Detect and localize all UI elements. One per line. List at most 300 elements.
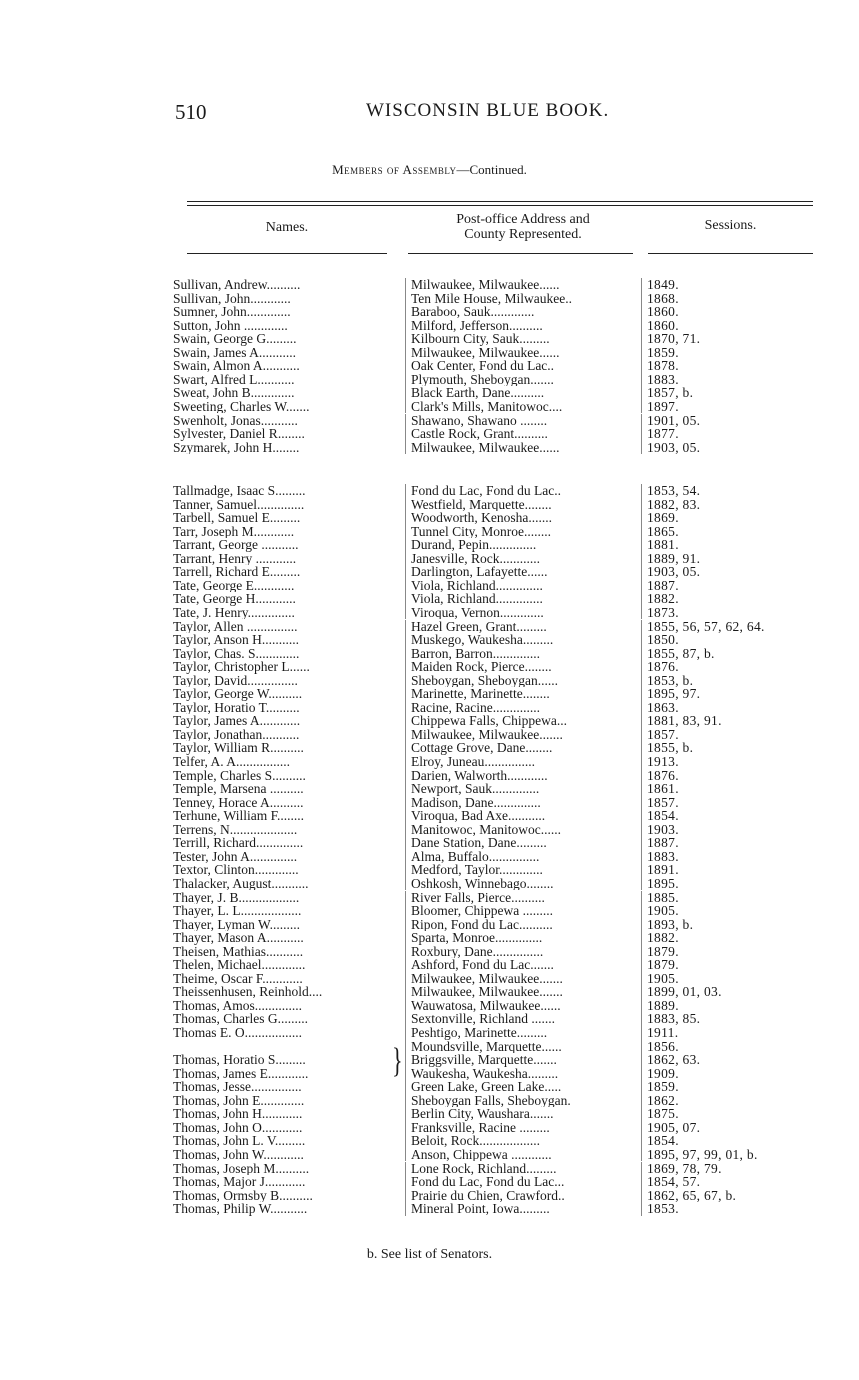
column-divider bbox=[405, 891, 406, 905]
post-office-county: Franksville, Racine ......... bbox=[411, 1120, 550, 1135]
member-name: Taylor, Jonathan........... bbox=[173, 727, 300, 742]
column-divider bbox=[641, 999, 642, 1013]
table-row bbox=[0, 755, 859, 769]
table-row bbox=[0, 620, 859, 634]
member-name: Terrill, Richard.............. bbox=[173, 836, 304, 850]
column-divider bbox=[405, 1189, 406, 1203]
column-divider bbox=[641, 1148, 642, 1162]
column-divider bbox=[405, 1134, 406, 1148]
table-row bbox=[0, 633, 859, 647]
post-office-county: Baraboo, Sauk............. bbox=[411, 305, 535, 319]
member-name: Taylor, James A............ bbox=[173, 714, 301, 728]
post-office-county: Durand, Pepin.............. bbox=[411, 538, 537, 552]
post-office-county: Hazel Green, Grant......... bbox=[411, 619, 547, 633]
sessions: 1857. bbox=[647, 794, 679, 810]
post-office-county: Wauwatosa, Milwaukee...... bbox=[411, 998, 561, 1013]
column-divider bbox=[405, 525, 406, 539]
member-name: Thalacker, August........... bbox=[173, 876, 309, 891]
column-divider bbox=[641, 525, 642, 539]
table-row bbox=[0, 728, 859, 742]
brace-mark: } bbox=[392, 1040, 403, 1081]
sessions: 1859. bbox=[647, 344, 679, 360]
column-divider bbox=[405, 674, 406, 688]
column-divider bbox=[405, 386, 406, 400]
sessions: 1876. bbox=[647, 659, 679, 675]
sessions: 1899, 01, 03. bbox=[647, 984, 722, 1000]
post-office-county: Cottage Grove, Dane........ bbox=[411, 741, 553, 755]
sessions: 1861. bbox=[647, 781, 679, 797]
column-divider bbox=[641, 755, 642, 769]
sessions: 1889, 91. bbox=[647, 550, 701, 566]
column-divider bbox=[405, 1175, 406, 1189]
column-divider bbox=[641, 484, 642, 498]
table-row bbox=[0, 647, 859, 661]
column-divider bbox=[405, 441, 406, 455]
member-name: Swain, Almon A........... bbox=[173, 359, 300, 373]
table-top-rule-2 bbox=[187, 205, 813, 206]
sessions: 1895. bbox=[647, 875, 679, 891]
column-divider bbox=[405, 1202, 406, 1216]
table-row bbox=[0, 305, 859, 319]
table-row bbox=[0, 359, 859, 373]
sessions: 1869. bbox=[647, 510, 679, 526]
sessions: 1853. bbox=[647, 1201, 679, 1217]
post-office-county: Plymouth, Sheboygan....... bbox=[411, 372, 554, 387]
sessions: 1883, 85. bbox=[647, 1011, 701, 1027]
table-row bbox=[0, 1040, 859, 1054]
member-name: Temple, Marsena .......... bbox=[173, 782, 304, 796]
post-office-county: Milwaukee, Milwaukee...... bbox=[411, 345, 560, 360]
table-row bbox=[0, 525, 859, 539]
sessions: 1869, 78, 79. bbox=[647, 1160, 722, 1176]
column-divider bbox=[405, 985, 406, 999]
subtitle-caps: Members of Assembly bbox=[332, 162, 457, 177]
column-divider bbox=[641, 1094, 642, 1108]
member-name: Thelen, Michael............. bbox=[173, 958, 306, 972]
sessions: 1885. bbox=[647, 889, 679, 905]
column-divider bbox=[641, 931, 642, 945]
column-divider bbox=[405, 972, 406, 986]
member-name: Thomas, John H............ bbox=[173, 1107, 303, 1121]
table-row bbox=[0, 1189, 859, 1203]
post-office-county: Elroy, Juneau............... bbox=[411, 755, 535, 769]
sessions: 1901, 05. bbox=[647, 412, 701, 428]
table-row bbox=[0, 1053, 859, 1067]
sessions: 1882. bbox=[647, 591, 679, 607]
sessions: 1875. bbox=[647, 1106, 679, 1122]
column-divider bbox=[641, 620, 642, 634]
column-divider bbox=[641, 687, 642, 701]
column-divider bbox=[641, 305, 642, 319]
member-name: Swart, Alfred L........... bbox=[173, 372, 295, 387]
column-divider bbox=[641, 836, 642, 850]
column-divider bbox=[405, 796, 406, 810]
member-name: Terhune, William F........ bbox=[173, 809, 305, 823]
column-divider bbox=[405, 332, 406, 346]
member-name: Tate, George H............ bbox=[173, 592, 296, 606]
sessions: 1893, b. bbox=[647, 916, 694, 932]
column-divider bbox=[405, 1040, 406, 1054]
post-office-county: Madison, Dane.............. bbox=[411, 795, 541, 810]
post-office-county: Sheboygan, Sheboygan...... bbox=[411, 673, 558, 688]
post-office-county: Milwaukee, Milwaukee...... bbox=[411, 440, 560, 455]
column-divider bbox=[405, 620, 406, 634]
member-name: Tarrell, Richard E......... bbox=[173, 565, 301, 579]
column-divider bbox=[641, 918, 642, 932]
column-divider bbox=[641, 592, 642, 606]
sessions: 1897. bbox=[647, 398, 679, 414]
table-row bbox=[0, 552, 859, 566]
member-name: Taylor, Chas. S............. bbox=[173, 646, 300, 661]
sessions: 1854. bbox=[647, 808, 679, 824]
member-name: Textor, Clinton............. bbox=[173, 863, 299, 877]
column-divider bbox=[641, 647, 642, 661]
member-name: Szymarek, John H........ bbox=[173, 440, 300, 455]
member-name: Taylor, David............... bbox=[173, 673, 298, 688]
member-name: Swenholt, Jonas........... bbox=[173, 413, 298, 427]
table-row bbox=[0, 741, 859, 755]
member-name: Thomas, John O............ bbox=[173, 1120, 303, 1135]
member-name: Thomas, James E............ bbox=[173, 1066, 309, 1081]
member-name: Tanner, Samuel.............. bbox=[173, 497, 305, 512]
sessions: 1877. bbox=[647, 426, 679, 442]
table-row bbox=[0, 373, 859, 387]
member-name: Theisen, Mathias........... bbox=[173, 944, 304, 959]
sessions: 1905, 07. bbox=[647, 1119, 701, 1135]
post-office-county: Ripon, Fond du Lac.......... bbox=[411, 917, 553, 932]
table-row bbox=[0, 1121, 859, 1135]
column-divider bbox=[641, 701, 642, 715]
column-divider bbox=[641, 1107, 642, 1121]
column-divider bbox=[405, 687, 406, 701]
member-name: Sullivan, Andrew.......... bbox=[173, 278, 301, 292]
subtitle-rest: —Continued. bbox=[456, 162, 527, 177]
column-header-post-line2: County Represented. bbox=[464, 227, 582, 242]
column-header-sessions: Sessions. bbox=[704, 218, 757, 233]
column-divider bbox=[405, 498, 406, 512]
post-office-county: Barron, Barron.............. bbox=[411, 646, 540, 661]
table-row bbox=[0, 484, 859, 498]
post-office-county: Fond du Lac, Fond du Lac... bbox=[411, 1175, 565, 1189]
post-office-county: Mineral Point, Iowa......... bbox=[411, 1202, 550, 1216]
column-divider bbox=[641, 1012, 642, 1026]
post-office-county: Castle Rock, Grant.......... bbox=[411, 427, 548, 441]
column-divider bbox=[405, 565, 406, 579]
column-divider bbox=[641, 796, 642, 810]
column-divider bbox=[405, 1148, 406, 1162]
column-divider bbox=[641, 1162, 642, 1176]
post-office-county: Alma, Buffalo............... bbox=[411, 849, 540, 864]
table-row bbox=[0, 714, 859, 728]
member-name: Thomas, Joseph M.......... bbox=[173, 1161, 310, 1175]
table-row bbox=[0, 863, 859, 877]
sessions: 1865. bbox=[647, 523, 679, 539]
table-row bbox=[0, 958, 859, 972]
sessions: 1862. bbox=[647, 1092, 679, 1108]
column-divider bbox=[641, 674, 642, 688]
column-divider bbox=[405, 755, 406, 769]
post-office-county: Darlington, Lafayette...... bbox=[411, 565, 548, 579]
table-row bbox=[0, 769, 859, 783]
member-name: Temple, Charles S.......... bbox=[173, 768, 306, 783]
column-divider bbox=[641, 1175, 642, 1189]
column-divider bbox=[405, 278, 406, 292]
column-divider bbox=[641, 1053, 642, 1067]
column-divider bbox=[405, 1080, 406, 1094]
table-row bbox=[0, 319, 859, 333]
column-divider bbox=[641, 1080, 642, 1094]
sessions: 1855, b. bbox=[647, 740, 694, 756]
column-divider bbox=[405, 1026, 406, 1040]
column-divider bbox=[405, 836, 406, 850]
member-name: Taylor, Christopher L...... bbox=[173, 660, 310, 674]
column-divider bbox=[641, 1067, 642, 1081]
sessions: 1853, b. bbox=[647, 672, 694, 688]
table-row bbox=[0, 836, 859, 850]
member-name: Sutton, John ............. bbox=[173, 318, 288, 333]
post-office-county: Racine, Racine.............. bbox=[411, 700, 540, 715]
sessions: 1857. bbox=[647, 726, 679, 742]
column-divider bbox=[641, 1134, 642, 1148]
table-row bbox=[0, 565, 859, 579]
post-office-county: Marinette, Marinette........ bbox=[411, 687, 550, 701]
sessions: 1881, 83, 91. bbox=[647, 713, 722, 729]
post-office-county: Lone Rock, Richland......... bbox=[411, 1161, 557, 1175]
column-divider bbox=[405, 1121, 406, 1135]
table-row bbox=[0, 782, 859, 796]
post-office-county: Westfield, Marquette........ bbox=[411, 497, 552, 512]
member-name: Theime, Oscar F............ bbox=[173, 971, 303, 986]
table-row bbox=[0, 850, 859, 864]
post-office-county: Sextonville, Richland ....... bbox=[411, 1012, 555, 1026]
member-name: Thayer, Lyman W......... bbox=[173, 917, 300, 932]
column-header-post-line1: Post-office Address and bbox=[456, 212, 590, 227]
sessions: 1913. bbox=[647, 754, 679, 769]
member-name: Tallmadge, Isaac S......... bbox=[173, 484, 306, 498]
column-divider bbox=[405, 918, 406, 932]
column-divider bbox=[405, 728, 406, 742]
column-divider bbox=[405, 714, 406, 728]
post-office-county: Viroqua, Vernon............. bbox=[411, 605, 544, 620]
post-office-county: Milwaukee, Milwaukee....... bbox=[411, 971, 563, 986]
column-divider bbox=[641, 579, 642, 593]
member-name: Swain, James A........... bbox=[173, 345, 296, 360]
column-divider bbox=[641, 498, 642, 512]
column-divider bbox=[641, 809, 642, 823]
column-divider bbox=[641, 985, 642, 999]
post-office-county: Black Earth, Dane.......... bbox=[411, 386, 545, 400]
post-office-county: Shawano, Shawano ........ bbox=[411, 413, 548, 427]
table-row bbox=[0, 498, 859, 512]
sessions: 1883. bbox=[647, 371, 679, 387]
member-name: Thomas, John W............ bbox=[173, 1147, 304, 1162]
post-office-county: Oak Center, Fond du Lac.. bbox=[411, 359, 555, 373]
column-divider bbox=[405, 945, 406, 959]
column-divider bbox=[405, 1162, 406, 1176]
column-divider bbox=[405, 877, 406, 891]
column-divider bbox=[641, 332, 642, 346]
column-divider bbox=[641, 714, 642, 728]
column-header-names: Names. bbox=[265, 220, 309, 235]
column-divider bbox=[641, 769, 642, 783]
column-divider bbox=[405, 999, 406, 1013]
column-divider bbox=[405, 373, 406, 387]
table-row bbox=[0, 918, 859, 932]
member-name: Tate, George E............ bbox=[173, 578, 295, 593]
post-office-county: Viola, Richland.............. bbox=[411, 578, 543, 593]
column-divider bbox=[641, 823, 642, 837]
member-name: Tate, J. Henry.............. bbox=[173, 605, 295, 620]
sessions: 1887. bbox=[647, 835, 679, 851]
column-divider bbox=[405, 958, 406, 972]
post-office-county: Sheboygan Falls, Sheboygan. bbox=[411, 1093, 571, 1108]
sessions: 1853, 54. bbox=[647, 483, 701, 498]
table-row bbox=[0, 400, 859, 414]
sessions: 1878. bbox=[647, 358, 679, 374]
column-divider bbox=[405, 319, 406, 333]
member-name: Tarbell, Samuel E......... bbox=[173, 511, 301, 525]
table-row bbox=[0, 1162, 859, 1176]
column-divider bbox=[405, 346, 406, 360]
sessions: 1903, 05. bbox=[647, 564, 701, 580]
sessions: 1859. bbox=[647, 1079, 679, 1095]
column-divider bbox=[641, 904, 642, 918]
sessions: 1850. bbox=[647, 632, 679, 648]
sessions: 1881. bbox=[647, 537, 679, 553]
sessions: 1870, 71. bbox=[647, 331, 701, 347]
table-row bbox=[0, 278, 859, 292]
member-name: Thomas, Philip W........... bbox=[173, 1202, 308, 1216]
column-divider bbox=[641, 741, 642, 755]
table-row bbox=[0, 877, 859, 891]
table-row bbox=[0, 1012, 859, 1026]
sessions: 1876. bbox=[647, 767, 679, 783]
running-head: WISCONSIN BLUE BOOK. bbox=[366, 100, 610, 121]
column-divider bbox=[641, 386, 642, 400]
column-divider bbox=[641, 538, 642, 552]
post-office-county: Newport, Sauk.............. bbox=[411, 782, 540, 796]
member-name: Thayer, J. B.................. bbox=[173, 890, 300, 904]
post-office-county: Tunnel City, Monroe........ bbox=[411, 524, 552, 539]
column-divider bbox=[405, 414, 406, 428]
member-name: Tarrant, George ........... bbox=[173, 538, 299, 552]
sessions: 1911. bbox=[647, 1025, 679, 1040]
table-row bbox=[0, 414, 859, 428]
table-row bbox=[0, 1148, 859, 1162]
column-divider bbox=[405, 1094, 406, 1108]
post-office-county: Milwaukee, Milwaukee....... bbox=[411, 985, 563, 999]
sessions: 1905. bbox=[647, 970, 679, 986]
column-header-post-office bbox=[408, 212, 638, 242]
sessions: 1895, 97. bbox=[647, 686, 701, 702]
column-divider bbox=[641, 863, 642, 877]
member-name: Tester, John A.............. bbox=[173, 849, 298, 864]
table-row bbox=[0, 427, 859, 441]
column-divider bbox=[405, 931, 406, 945]
sessions: 1903, 05. bbox=[647, 439, 701, 455]
member-name: Thomas, Major J............ bbox=[173, 1175, 306, 1189]
column-divider bbox=[641, 728, 642, 742]
table-row bbox=[0, 292, 859, 306]
column-divider bbox=[641, 359, 642, 373]
column-divider bbox=[405, 511, 406, 525]
column-divider bbox=[405, 606, 406, 620]
table-row bbox=[0, 796, 859, 810]
table-row bbox=[0, 606, 859, 620]
table-row bbox=[0, 687, 859, 701]
column-divider bbox=[641, 782, 642, 796]
table-row bbox=[0, 972, 859, 986]
member-name: Thomas, Horatio S......... bbox=[173, 1053, 306, 1067]
column-divider bbox=[405, 552, 406, 566]
column-divider bbox=[641, 400, 642, 414]
table-row bbox=[0, 1107, 859, 1121]
column-divider bbox=[405, 1053, 406, 1067]
member-name: Thomas, Jesse............... bbox=[173, 1080, 302, 1094]
column-divider bbox=[405, 769, 406, 783]
post-office-county: River Falls, Pierce.......... bbox=[411, 890, 545, 904]
column-divider bbox=[405, 538, 406, 552]
column-divider bbox=[405, 863, 406, 877]
column-divider bbox=[641, 633, 642, 647]
table-row bbox=[0, 1134, 859, 1148]
header-rule-names bbox=[187, 253, 387, 254]
table-row bbox=[0, 809, 859, 823]
column-divider bbox=[405, 592, 406, 606]
column-divider bbox=[641, 292, 642, 306]
sessions: 1849. bbox=[647, 277, 679, 292]
column-divider bbox=[641, 945, 642, 959]
column-divider bbox=[405, 647, 406, 661]
post-office-county: Oshkosh, Winnebago........ bbox=[411, 876, 554, 891]
table-row bbox=[0, 511, 859, 525]
table-row bbox=[0, 1094, 859, 1108]
column-divider bbox=[641, 565, 642, 579]
table-row bbox=[0, 346, 859, 360]
sessions: 1905. bbox=[647, 903, 679, 919]
column-divider bbox=[405, 782, 406, 796]
column-divider bbox=[641, 660, 642, 674]
sessions: 1860. bbox=[647, 304, 679, 320]
table-row bbox=[0, 332, 859, 346]
post-office-county: Ashford, Fond du Lac....... bbox=[411, 958, 554, 972]
post-office-county: Milwaukee, Milwaukee....... bbox=[411, 727, 563, 742]
column-divider bbox=[405, 400, 406, 414]
table-row bbox=[0, 579, 859, 593]
table-row bbox=[0, 538, 859, 552]
member-name: Taylor, Allen ............... bbox=[173, 619, 298, 633]
column-divider bbox=[405, 850, 406, 864]
sessions: 1895, 97, 99, 01, b. bbox=[647, 1146, 758, 1162]
post-office-county: Maiden Rock, Pierce........ bbox=[411, 660, 552, 674]
table-row bbox=[0, 660, 859, 674]
post-office-county: Briggsville, Marquette....... bbox=[411, 1053, 557, 1067]
sessions: 1855, 56, 57, 62, 64. bbox=[647, 618, 765, 634]
column-divider bbox=[405, 741, 406, 755]
post-office-county: Medford, Taylor............. bbox=[411, 863, 543, 877]
sessions: 1854. bbox=[647, 1133, 679, 1149]
column-divider bbox=[641, 552, 642, 566]
table-row bbox=[0, 1202, 859, 1216]
sessions: 1857, b. bbox=[647, 385, 694, 401]
column-divider bbox=[641, 1189, 642, 1203]
column-divider bbox=[641, 891, 642, 905]
sessions: 1862, 63. bbox=[647, 1052, 701, 1068]
column-divider bbox=[641, 850, 642, 864]
member-name: Thayer, L. L.................. bbox=[173, 904, 302, 918]
sessions: 1856. bbox=[647, 1038, 679, 1054]
column-divider bbox=[405, 904, 406, 918]
